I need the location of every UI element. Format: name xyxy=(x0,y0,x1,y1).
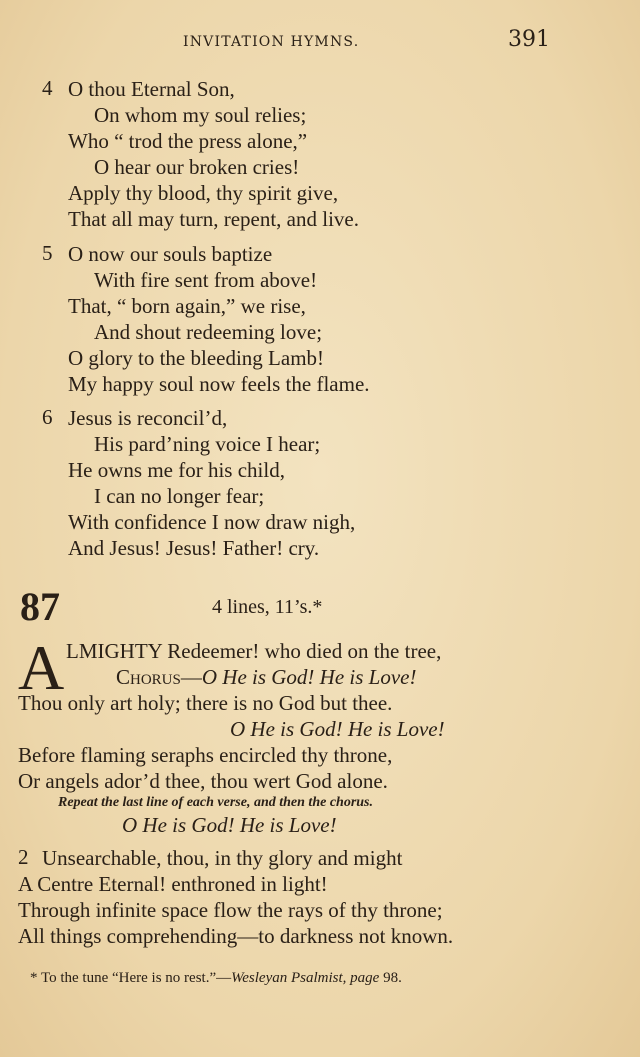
hymn-line: Before flaming seraphs encircled thy throne, xyxy=(18,743,393,767)
chorus-final: O He is God! He is Love! xyxy=(122,813,337,837)
verse-line: On whom my soul relies; xyxy=(94,103,307,127)
hymn-line: Through infinite space flow the rays of thy throne; xyxy=(18,898,443,922)
verse-line: O thou Eternal Son, xyxy=(68,77,235,101)
verse-line: He owns me for his child, xyxy=(68,458,285,482)
hymn-line: LMIGHTY Redeemer! who died on the tree, xyxy=(66,639,442,663)
performance-instruction: Repeat the last line of each verse, and then the chorus. xyxy=(58,795,373,810)
verse-line: Apply thy blood, thy spirit give, xyxy=(68,181,339,205)
verse-line: With confidence I now draw nigh, xyxy=(68,510,356,534)
verse-line: And shout redeeming love; xyxy=(94,320,323,344)
verse-number: 5 xyxy=(42,241,53,265)
hymn-line: All things comprehending—to darkness not known. xyxy=(18,924,454,948)
verse-line: That all may turn, repent, and live. xyxy=(68,207,359,231)
footnote-text: To the tune “Here is no rest.”— xyxy=(40,970,232,986)
verse-line: My happy soul now feels the flame. xyxy=(68,372,370,396)
footnote-mark: * xyxy=(30,970,38,986)
hymn-line: A Centre Eternal! enthroned in light! xyxy=(18,872,328,896)
verse-line: O now our souls baptize xyxy=(68,242,273,266)
footnote-page: 98. xyxy=(383,970,402,986)
verse-line: O glory to the bleeding Lamb! xyxy=(68,346,325,370)
verse-line: That, “ born again,” we rise, xyxy=(68,294,306,318)
verse-line: O hear our broken cries! xyxy=(94,155,300,179)
chorus-text: O He is God! He is Love! xyxy=(201,665,417,689)
verse-number: 4 xyxy=(42,76,53,100)
verse-line: And Jesus! Jesus! Father! cry. xyxy=(68,536,320,560)
hymn-number: 87 xyxy=(20,584,60,629)
chorus-label: Chorus— xyxy=(116,665,202,689)
chorus-line xyxy=(116,664,416,690)
chorus-repeat: O He is God! He is Love! xyxy=(230,717,445,741)
hymn-line: Unsearchable, thou, in thy glory and might xyxy=(42,846,403,870)
page-number: 391 xyxy=(508,27,550,52)
verse-number: 2 xyxy=(18,845,29,869)
verse-line: His pard’ning voice I hear; xyxy=(94,432,321,456)
verse-line: Jesus is reconcil’d, xyxy=(68,406,228,430)
verse-line: I can no longer fear; xyxy=(94,484,265,508)
footnote-source: Wesleyan Psalmist, page xyxy=(231,970,380,986)
hymn-line: Or angels ador’d thee, thou wert God alone. xyxy=(18,769,388,793)
verse-line: Who “ trod the press alone,” xyxy=(68,129,308,153)
footnote xyxy=(30,970,402,987)
hymn-line: Thou only art holy; there is no God but thee. xyxy=(18,691,393,715)
verse-number: 6 xyxy=(42,405,53,429)
hymn-meter: 4 lines, 11’s.* xyxy=(212,596,323,618)
verse-line: With fire sent from above! xyxy=(94,268,318,292)
drop-cap: A xyxy=(18,632,65,703)
running-header: INVITATION HYMNS. xyxy=(183,34,360,50)
